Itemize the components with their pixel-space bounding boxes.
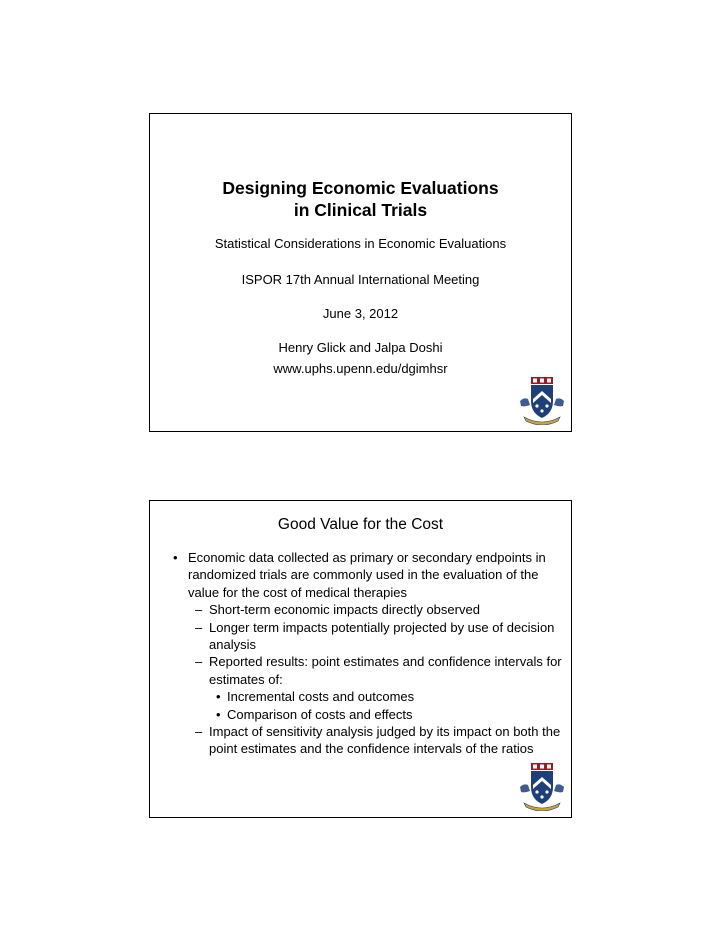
slide-1-url: www.uphs.upenn.edu/dgimhsr <box>273 361 448 376</box>
bullet-marker: – <box>195 619 203 635</box>
bullet-marker: • <box>173 550 178 565</box>
bullet-item <box>172 723 567 758</box>
bullet-item <box>172 549 567 601</box>
slide-2-bullet-list <box>172 549 567 758</box>
bullet-text: Reported results: point estimates and confidence intervals for estimates of: <box>209 654 562 687</box>
bullet-item <box>172 653 567 688</box>
bullet-marker: – <box>195 654 203 670</box>
slide-1-meeting: ISPOR 17th Annual International Meeting <box>241 272 480 287</box>
bullet-text: Comparison of costs and effects <box>227 706 413 722</box>
bullet-item <box>172 619 567 654</box>
bullet-marker: – <box>195 602 203 618</box>
bullet-marker: – <box>195 724 203 740</box>
bullet-text: Incremental costs and outcomes <box>227 689 415 705</box>
bullet-marker: • <box>216 706 221 722</box>
bullet-marker: • <box>216 689 221 705</box>
slide-1-title-line-1: Designing Economic Evaluations <box>222 178 499 198</box>
bullet-text: Economic data collected as primary or secondary endpoints in randomized trials are commonly used in the evaluation of the value for the cost of medical therapies <box>188 550 546 600</box>
slide-1 <box>149 113 572 432</box>
slide-1-title <box>150 177 571 221</box>
slide-2 <box>149 500 572 818</box>
bullet-item <box>172 601 567 618</box>
slide-2-title: Good Value for the Cost <box>277 516 444 533</box>
bullet-item <box>172 706 567 723</box>
slide-1-date: June 3, 2012 <box>322 306 399 321</box>
slide-1-title-line-2: in Clinical Trials <box>293 200 428 220</box>
penn-shield-logo-icon <box>518 375 566 425</box>
bullet-text: Impact of sensitivity analysis judged by its impact on both the point estimates and the confidence intervals of the ratios <box>209 724 561 757</box>
penn-shield-logo-icon <box>518 761 566 811</box>
bullet-item <box>172 688 567 705</box>
slide-1-subtitle: Statistical Considerations in Economic Evaluations <box>214 236 507 251</box>
slide-1-authors: Henry Glick and Jalpa Doshi <box>278 340 443 355</box>
bullet-text: Longer term impacts potentially projected by use of decision analysis <box>209 619 555 653</box>
bullet-text: Short-term economic impacts directly observed <box>209 602 480 618</box>
